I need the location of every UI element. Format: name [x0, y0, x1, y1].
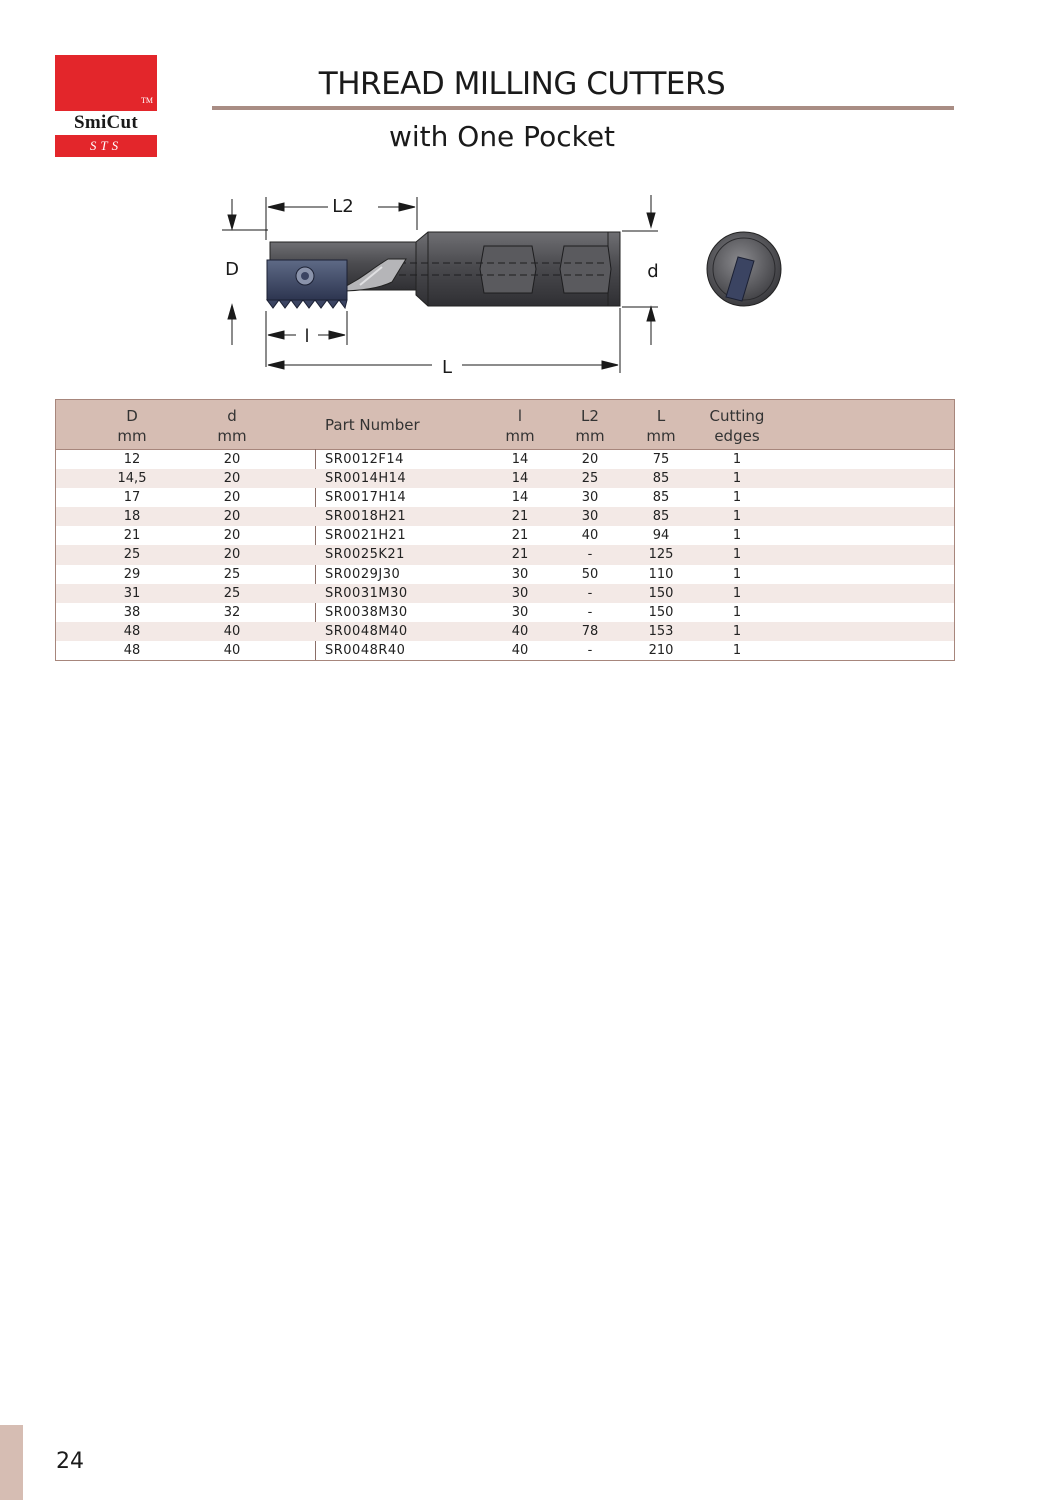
cell-l: 14: [511, 490, 529, 506]
cell-L: 210: [648, 642, 674, 658]
logo-brand-name: SmiCut: [55, 111, 157, 135]
table-row: [56, 603, 954, 622]
cell-edges: 1: [732, 604, 742, 620]
header-d-unit: mm: [217, 427, 247, 445]
cell-L2: 30: [581, 509, 599, 525]
page-subtitle: with One Pocket: [388, 120, 616, 153]
cell-part: SR0021H21: [325, 528, 407, 544]
cell-L2: 30: [581, 490, 599, 506]
spec-table: [55, 399, 955, 661]
cell-L: 85: [652, 509, 670, 525]
cell-d: 20: [223, 547, 241, 563]
cell-part: SR0038M30: [325, 604, 408, 620]
table-header: [56, 400, 954, 450]
cell-L: 75: [652, 452, 670, 467]
cell-part: SR0048M40: [325, 623, 408, 639]
cell-d: 20: [223, 490, 241, 506]
thread-insert: [267, 260, 347, 308]
cell-L: 85: [652, 471, 670, 487]
table-row: [56, 641, 954, 660]
header-L2-label: L2: [581, 407, 599, 425]
header-L2-unit: mm: [575, 427, 605, 445]
logo-red-block: [55, 55, 157, 111]
cell-l: 21: [511, 547, 529, 563]
cell-L2: -: [587, 547, 593, 563]
header-part-number: Part Number: [325, 416, 420, 434]
cell-part: SR0014H14: [325, 471, 407, 487]
cell-l: 30: [511, 585, 529, 601]
cell-D: 18: [123, 509, 141, 525]
label-l: l: [304, 326, 310, 347]
label-d: d: [647, 261, 659, 282]
logo-trademark: TM: [141, 96, 153, 105]
cell-L2: 78: [581, 623, 599, 639]
header-edges-line2: edges: [714, 427, 760, 445]
table-row: [56, 488, 954, 507]
table-body: [56, 450, 954, 660]
cell-d: 20: [223, 452, 241, 467]
cell-L2: -: [587, 585, 593, 601]
header-D-unit: mm: [117, 427, 147, 445]
cell-d: 40: [223, 623, 241, 639]
cell-L2: 40: [581, 528, 599, 544]
cell-D: 17: [123, 490, 141, 506]
header-edges-line1: Cutting: [709, 407, 765, 425]
cell-d: 20: [223, 509, 241, 525]
logo-sub-brand: STS: [55, 135, 157, 157]
cell-part: SR0012F14: [325, 452, 404, 467]
cell-d: 20: [223, 528, 241, 544]
cell-l: 40: [511, 623, 529, 639]
header-cutting-edges: [697, 406, 777, 446]
page-number: 24: [56, 1449, 84, 1474]
cell-D: 29: [123, 566, 141, 582]
title-divider: [212, 106, 954, 110]
cell-L2: 50: [581, 566, 599, 582]
cell-L2: -: [587, 604, 593, 620]
cell-D: 31: [123, 585, 141, 601]
cell-part: SR0031M30: [325, 585, 408, 601]
cell-part: SR0018H21: [325, 509, 407, 525]
cell-edges: 1: [732, 585, 742, 601]
cell-L: 94: [652, 528, 670, 544]
cell-D: 38: [123, 604, 141, 620]
cell-D: 21: [123, 528, 141, 544]
cell-edges: 1: [732, 566, 742, 582]
cell-L: 150: [648, 604, 674, 620]
end-view: [707, 232, 781, 306]
label-D: D: [225, 259, 239, 280]
cell-D: 14,5: [117, 471, 147, 487]
cell-edges: 1: [732, 509, 742, 525]
cell-l: 30: [511, 604, 529, 620]
cutter-diagram: [210, 185, 810, 385]
cell-edges: 1: [732, 623, 742, 639]
cell-d: 40: [223, 642, 241, 658]
cell-edges: 1: [732, 471, 742, 487]
cell-L: 153: [648, 623, 674, 639]
cell-part: SR0025K21: [325, 547, 405, 563]
header-L-unit: mm: [646, 427, 676, 445]
cell-l: 14: [511, 471, 529, 487]
header-l-label: l: [517, 407, 523, 425]
cell-d: 25: [223, 585, 241, 601]
label-L2: L2: [332, 196, 354, 217]
cell-l: 40: [511, 642, 529, 658]
cell-d: 25: [223, 566, 241, 582]
label-L: L: [441, 357, 453, 378]
table-row: [56, 507, 954, 526]
header-d: [182, 406, 282, 446]
cell-l: 21: [511, 528, 529, 544]
cell-L2: -: [587, 642, 593, 658]
header-l: [490, 406, 550, 446]
cell-edges: 1: [732, 547, 742, 563]
cell-edges: 1: [732, 642, 742, 658]
cell-edges: 1: [732, 490, 742, 506]
cell-part: SR0029J30: [325, 566, 401, 582]
header-l-unit: mm: [505, 427, 535, 445]
table-row: [56, 545, 954, 564]
table-row: [56, 584, 954, 603]
cell-D: 12: [123, 452, 141, 467]
header-L: [631, 406, 691, 446]
header-d-label: d: [227, 407, 237, 425]
cell-edges: 1: [732, 452, 742, 467]
cell-L: 85: [652, 490, 670, 506]
cell-L: 125: [648, 547, 674, 563]
cell-L2: 25: [581, 471, 599, 487]
table-row: [56, 565, 954, 584]
cell-L2: 20: [581, 452, 599, 467]
cell-L: 150: [648, 585, 674, 601]
cell-d: 20: [223, 471, 241, 487]
cell-D: 48: [123, 642, 141, 658]
cell-l: 30: [511, 566, 529, 582]
cell-d: 32: [223, 604, 241, 620]
cell-L: 110: [648, 566, 674, 582]
cell-l: 21: [511, 509, 529, 525]
table-row: [56, 622, 954, 641]
cell-D: 25: [123, 547, 141, 563]
page-title: THREAD MILLING CUTTERS: [318, 66, 726, 102]
header-D: [82, 406, 182, 446]
table-row: [56, 450, 954, 469]
cell-D: 48: [123, 623, 141, 639]
table-row: [56, 526, 954, 545]
header-D-label: D: [126, 407, 138, 425]
table-row: [56, 469, 954, 488]
cell-part: SR0048R40: [325, 642, 406, 658]
cell-part: SR0017H14: [325, 490, 407, 506]
page-tab: [0, 1425, 23, 1500]
cell-l: 14: [511, 452, 529, 467]
header-L2: [560, 406, 620, 446]
cell-edges: 1: [732, 528, 742, 544]
smicut-logo: [55, 55, 157, 157]
header-L-label: L: [656, 407, 666, 425]
